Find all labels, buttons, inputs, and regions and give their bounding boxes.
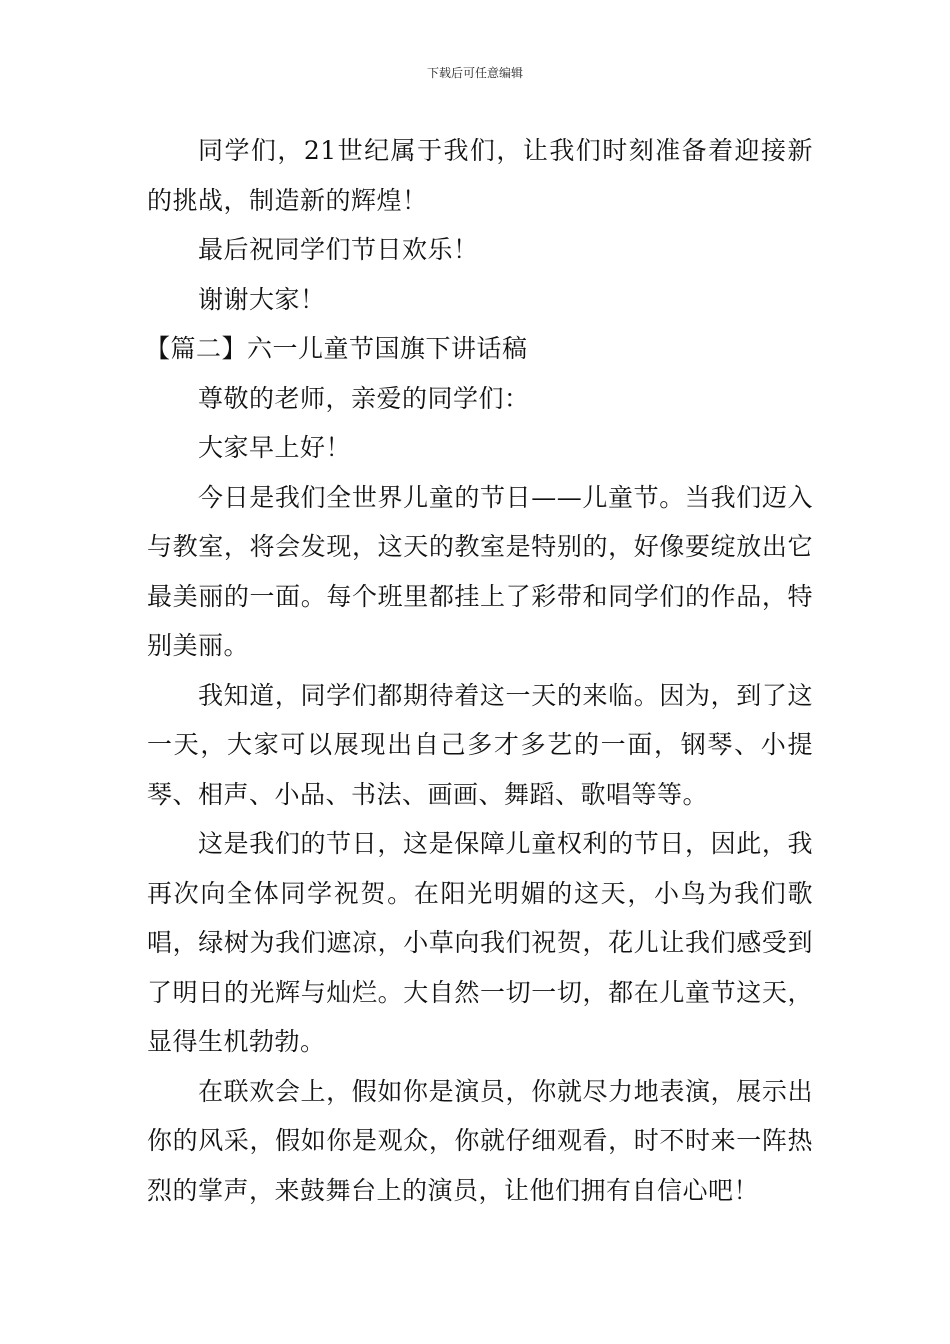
- paragraph-salutation: 尊敬的老师，亲爱的同学们：: [198, 383, 530, 413]
- paragraph-childrens-day: 今日是我们全世界儿童的节日——儿童节。当我们迈入与教室，将会发现，这天的教室是特别的，好像要绽放出它最美丽的一面。每个班里都挂上了彩带和同学们的作品，特别美丽。: [147, 482, 813, 660]
- header-note: 下载后可任意编辑: [426, 66, 523, 80]
- paragraph-greeting: 大家早上好！: [198, 433, 352, 462]
- page-header: [0, 64, 950, 82]
- paragraph-festival-wish: 最后祝同学们节日欢乐！: [198, 235, 479, 264]
- paragraph-expectation: 我知道，同学们都期待着这一天的来临。因为，到了这一天，大家可以展现出自己多才多艺的一面，钢琴、小提琴、相声、小品、书法、画画、舞蹈、歌唱等等。: [147, 680, 813, 809]
- paragraph-closing-challenge: 同学们，21世纪属于我们，让我们时刻准备着迎接新的挑战，制造新的辉煌！: [147, 136, 813, 215]
- document-body: [147, 126, 813, 1215]
- paragraph-celebration: 这是我们的节日，这是保障儿童权利的节日，因此，我再次向全体同学祝贺。在阳光明媚的这天，小鸟为我们歌唱，绿树为我们遮凉，小草向我们祝贺，花儿让我们感受到了明日的光辉与灿烂。大自然一切一切，都在儿童节这天，显得生机勃勃。: [147, 829, 813, 1056]
- paragraph-party: 在联欢会上，假如你是演员，你就尽力地表演，展示出你的风采，假如你是观众，你就仔细观看，时不时来一阵热烈的掌声，来鼓舞台上的演员，让他们拥有自信心吧！: [147, 1076, 813, 1205]
- paragraph-thanks: 谢谢大家！: [198, 284, 326, 314]
- section-heading: 【篇二】六一儿童节国旗下讲话稿: [145, 334, 528, 363]
